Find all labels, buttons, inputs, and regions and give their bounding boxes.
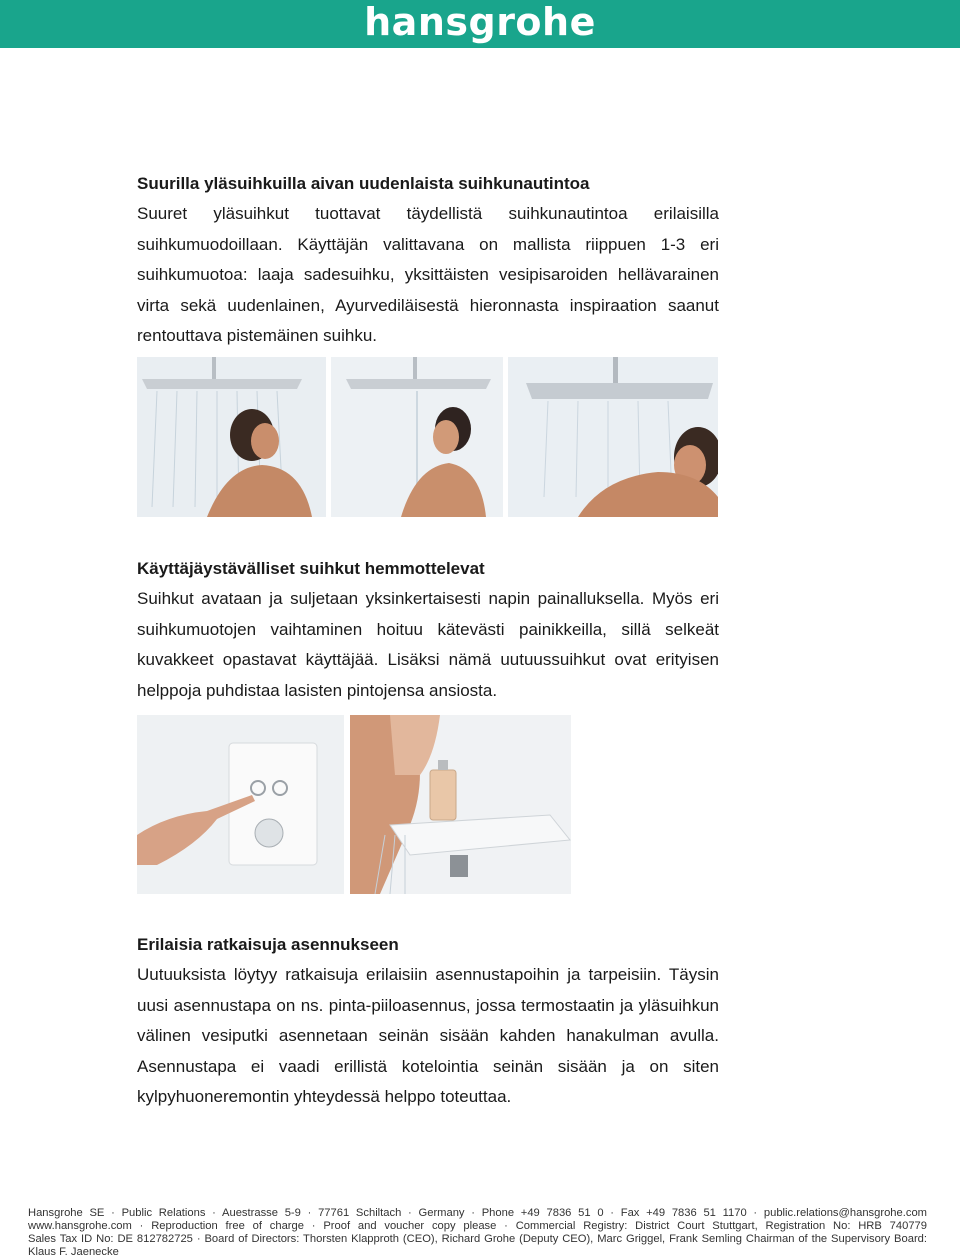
section-heading: Erilaisia ratkaisuja asennukseen xyxy=(137,935,399,954)
section-heading: Käyttäjäystävälliset suihkut hemmottelevat xyxy=(137,559,485,578)
thermostat-photo-hand xyxy=(137,715,344,894)
shower-photo-woman-relaxing xyxy=(508,357,718,517)
footer-line: Hansgrohe SE · Public Relations · Auestrasse 5-9 · 77761 Schiltach · Germany · Phone +49 7836 51 0 · Fax +49 7836 51 1170 · public.relations@hansgrohe.com xyxy=(28,1207,927,1219)
section-body: Uutuuksista löytyy ratkaisuja erilaisiin asennustapoihin ja tarpeisiin. Täysin uusi asennustapa on ns. pinta-piiloasennus, jossa termostaatin ja yläsuihkun välinen vesiputki asennetaan seinän sisään kahden hanakulman avulla. Asennustapa ei vaadi erillistä kotelointia seinän sisään ja on siten kylpyhuoneremontin yhteydessä helppo toteuttaa. xyxy=(137,965,719,1106)
company-footer xyxy=(28,1207,927,1259)
section-heading: Suurilla yläsuihkuilla aivan uudenlaista suihkunautintoa xyxy=(137,174,590,193)
hansgrohe-logo: hansgrohe xyxy=(364,0,596,44)
section-overhead-showers xyxy=(137,169,719,352)
footer-line: Klaus F. Jaenecke xyxy=(28,1246,119,1258)
section-body: Suihkut avataan ja suljetaan yksinkertaisesti napin painalluksella. Myös eri suihkumuotojen vaihtaminen hoituu kätevästi painikkeilla, sillä selkeät kuvakkeet opastavat käyttäjää. Lisäksi nämä uutuussuihkut ovat erityisen helppoja puhdistaa lasisten pintojensa ansiosta. xyxy=(137,589,719,700)
section-body: Suuret yläsuihkut tuottavat täydellistä suihkunautintoa erilaisilla suihkumuodoillaan. Käyttäjän valittavana on mallista riippuen 1-3 eri suihkumuotoa: laaja sadesuihku, yksittäisten vesipisaroiden hellävarainen virta sekä uudenlainen, Ayurvediläisestä hieronnasta inspiraation saanut rentouttava pistemäinen suihku. xyxy=(137,204,719,345)
shower-shelf-photo xyxy=(350,715,571,894)
footer-line: Sales Tax ID No: DE 812782725 · Board of Directors: Thorsten Klapproth (CEO), Richard Grohe (Deputy CEO), Marc Griggel, Frank Semling Chairman of the Supervisory Board: xyxy=(28,1233,927,1245)
section-installation xyxy=(137,930,719,1113)
shower-photo-woman-rain xyxy=(137,357,326,517)
footer-line: www.hansgrohe.com · Reproduction free of charge · Proof and voucher copy please · Commercial Registry: District Court Stuttgart, Registration No: HRB 740779 xyxy=(28,1220,927,1232)
shower-photo-woman-stream xyxy=(331,357,503,517)
section-user-friendly xyxy=(137,554,719,706)
